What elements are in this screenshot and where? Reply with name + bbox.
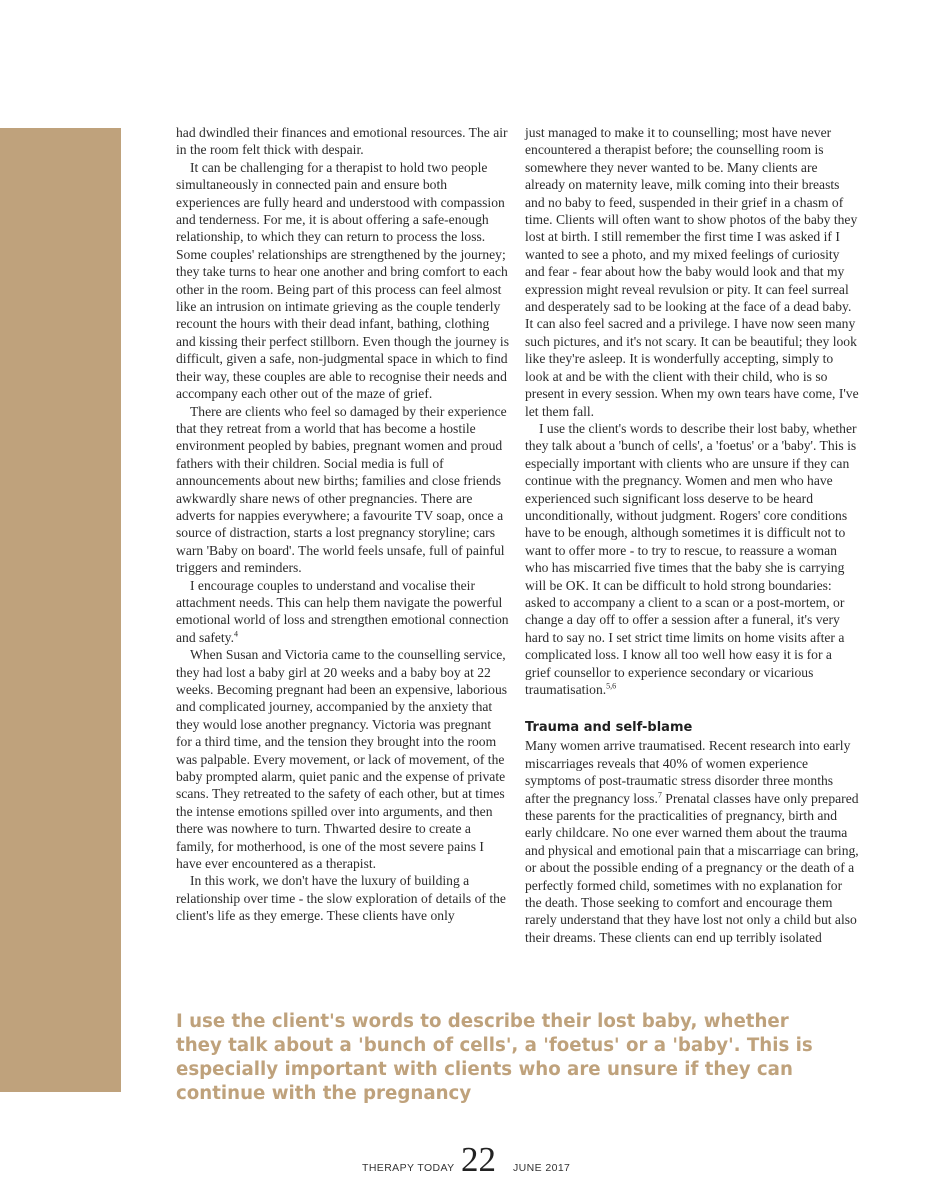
- section-heading: Trauma and self-blame: [525, 720, 693, 736]
- paragraph-text: had dwindled their finances and emotional resources. The air in the room felt thick with despair.: [176, 125, 508, 158]
- article-paragraph: [525, 737, 859, 946]
- paragraph-text: It can be challenging for a therapist to hold two people simultaneously in connected pain and ensure both experiences are fully heard and understood with compassion and tenderness. For me, it is about offering a safe-enough relationship, to which they can return to process the loss. Some couples' relationships are strengthened by the journey; they take turns to hear one another and bring comfort to each other in the room. Being part of this process can feel almost like an intrusion on intimate grieving as the couple tenderly recount the hours with their dead infant, bathing, clothing and kissing their perfect stillborn. Even though the journey is difficult, given a safe, non-judgmental space in which to find their way, these couples are able to recognise their needs and accompany each other out of the maze of grief.: [176, 159, 509, 402]
- article-paragraph: [176, 646, 510, 872]
- paragraph-text: There are clients who feel so damaged by their experience that they retreat from a world that has become a hostile environment peopled by babies, pregnant women and proud fathers with their children. Social media is full of announcements about new births; families and close friends awkwardly share news of other pregnancies. There are adverts for nappies everywhere; a favourite TV soap, once a source of distraction, starts a lost pregnancy storyline; cars warn 'Baby on board'. The world feels unsafe, full of painful triggers and reminders.: [176, 403, 507, 576]
- article-paragraph: [176, 577, 510, 647]
- paragraph-text: Prenatal classes have only prepared these parents for the practicalities of pregnancy, birth and early childcare. No one ever warned them about the trauma and physical and emotional pain that a miscarriage can bring, or about the possible ending of a pregnancy or the death of a perfectly formed child, sometimes with no explanation for the death. Those seeking to comfort and encourage them rarely understand that they have lost not only a child but also their dreams. These clients can end up terribly isolated: [525, 790, 859, 945]
- paragraph-text: When Susan and Victoria came to the counselling service, they had lost a baby girl at 20 weeks and a baby boy at 22 weeks. Becoming pregnant had been an expensive, laborious and complicated journey, accompanied by the anxiety that they would lose another pregnancy. Victoria was pregnant for a third time, and the tension they brought into the room was palpable. Every movement, or lack of movement, of the baby prompted alarm, quiet panic and the expense of private scans. They retreated to the safety of each other, but at times the intense emotions spilled over into arguments, and then there was nowhere to turn. Thwarted desire to create a family, for motherhood, is one of the most severe pains I have ever encountered as a therapist.: [176, 647, 508, 872]
- paragraph-text: Many women arrive traumatised. Recent research into early miscarriages reveals that 40% of women experience symptoms of post-traumatic stress disorder three months after the pregnancy loss.: [525, 738, 851, 806]
- footnote-reference: 5,6: [606, 681, 617, 691]
- decorative-side-bar: [0, 128, 121, 1092]
- article-paragraph: [176, 872, 510, 924]
- article-paragraph: [525, 420, 859, 699]
- page-number: 22: [461, 1140, 496, 1179]
- paragraph-text: I use the client's words to describe their lost baby, whether they talk about a 'bunch of cells', a 'foetus' or a 'baby'. This is especially important with clients who are unsure if they can continue with the pregnancy. Women and men who have experienced such significant loss deserve to be heard unconditionally, without judgment. Rogers' core conditions have to be enough, although sometimes it is difficult not to want to offer more - to try to rescue, to reassure a woman who has miscarried five times that the baby she is carrying will be OK. It can be difficult to hold strong boundaries: asked to accompany a client to a scan or a post-mortem, or change a day off to offer a session after a funeral, it's very hard to say no. I set strict time limits on home visits after a complicated loss. I know all too well how easy it is for a grief counsellor to experience secondary or vicarious traumatisation.: [525, 420, 857, 697]
- article-column-left: [176, 124, 510, 925]
- article-column-right: [525, 124, 859, 946]
- footnote-reference: 4: [234, 629, 238, 639]
- issue-date: JUNE 2017: [513, 1162, 571, 1174]
- article-paragraph: [176, 403, 510, 577]
- paragraph-text: just managed to make it to counselling; most have never encountered a therapist before; the counselling room is somewhere they never wanted to be. Many clients are already on maternity leave, milk coming into their breasts and no baby to feed, suspended in their grief in a chasm of time. Clients will often want to show photos of the baby they lost at birth. I still remember the first time I was asked if I wanted to see a photo, and my mixed feelings of curiosity and fear - fear about how the baby would look and that my expression might reveal revulsion or pity. It can feel surreal and desperately sad to be looking at the face of a dead baby. It can also feel sacred and a privilege. I have now seen many such pictures, and it's not scary. It can be beautiful; they look like they're asleep. It is wonderfully accepting, simply to look at and be with the client with their child, who is so present in every session. When my own tears have come, I've let them fall.: [525, 125, 859, 419]
- article-paragraph: [525, 124, 859, 420]
- footnote-reference: 7: [657, 790, 662, 800]
- paragraph-text: I encourage couples to understand and vocalise their attachment needs. This can help them navigate the powerful emotional world of loss and strengthen emotional connection and safety.: [176, 577, 509, 645]
- pull-quote: I use the client's words to describe their lost baby, whether they talk about a 'bunch of cells', a 'foetus' or a 'baby'. This is especially important with clients who are unsure if they can continue with the pregnancy: [176, 1011, 813, 1104]
- article-paragraph: [176, 124, 510, 159]
- publication-name: THERAPY TODAY: [362, 1162, 455, 1174]
- paragraph-text: In this work, we don't have the luxury of building a relationship over time - the slow exploration of details of the client's life as they emerge. These clients have only: [176, 873, 506, 924]
- article-paragraph: [176, 159, 510, 403]
